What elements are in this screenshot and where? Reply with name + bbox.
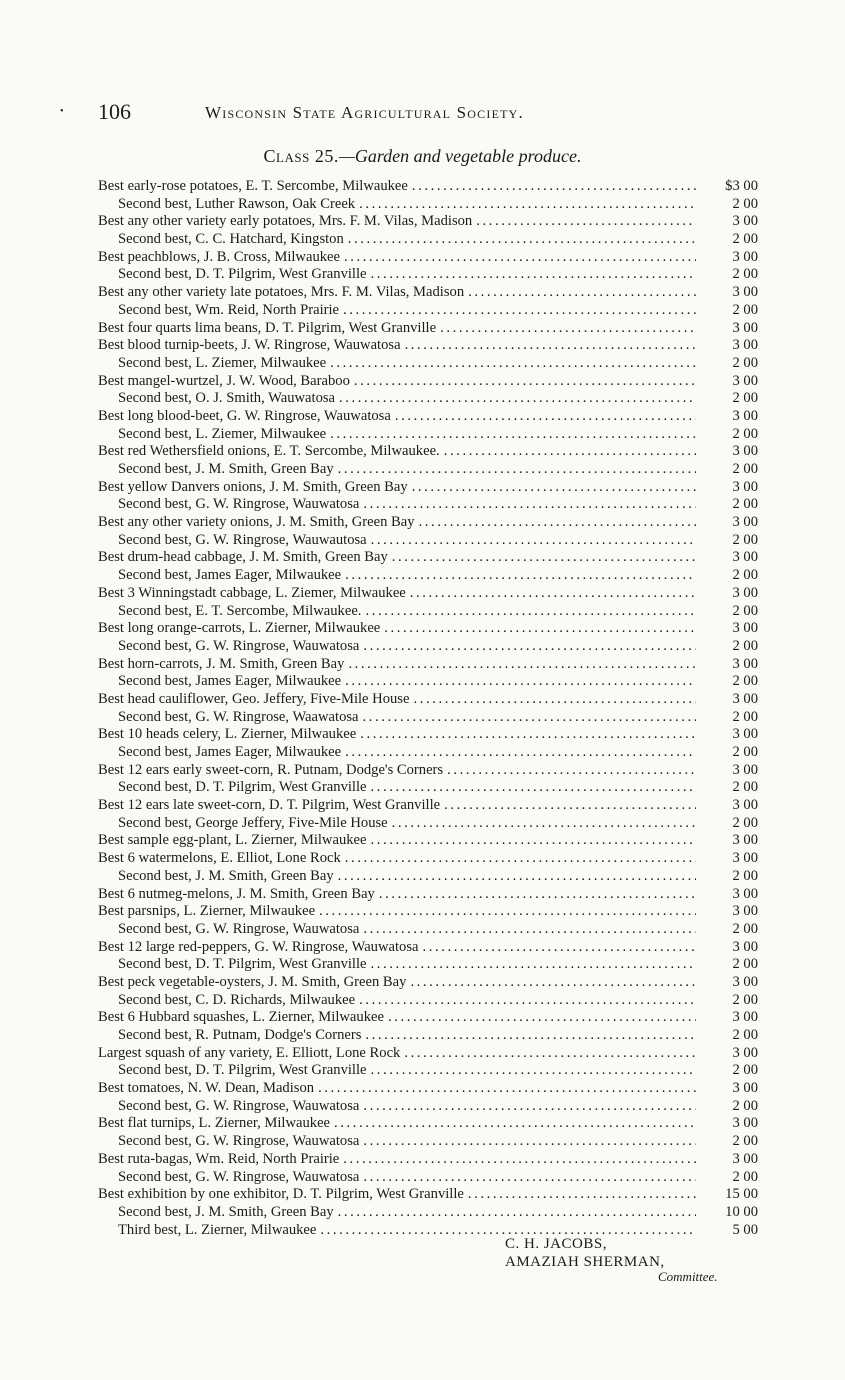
dot-leader (388, 1009, 696, 1027)
award-description: Best horn-carrots, J. M. Smith, Green Bay (98, 655, 345, 672)
award-description: Largest squash of any variety, E. Elliott, Lone Rock (98, 1044, 401, 1061)
dot-leader (468, 1186, 696, 1204)
premium-row (98, 426, 758, 444)
award-amount: 3 00 (732, 284, 758, 301)
award-amount: 3 00 (732, 1044, 758, 1061)
premium-row (98, 797, 758, 815)
award-description: Second best, E. T. Sercombe, Milwaukee. (118, 602, 362, 619)
dot-leader (354, 373, 696, 391)
award-description: Third best, L. Zierner, Milwaukee (118, 1221, 317, 1238)
dot-leader (363, 638, 696, 656)
dot-leader (348, 656, 696, 674)
dot-leader (371, 832, 696, 850)
award-amount: 3 00 (732, 407, 758, 424)
dot-leader (419, 514, 696, 532)
award-amount: 2 00 (732, 531, 758, 548)
premium-row (98, 815, 758, 833)
award-description: Best mangel-wurtzel, J. W. Wood, Baraboo (98, 372, 350, 389)
award-amount: 3 00 (732, 655, 758, 672)
award-amount: 2 00 (732, 496, 758, 513)
dot-leader (363, 709, 696, 727)
award-description: Second best, G. W. Ringrose, Wauwautosa (118, 531, 367, 548)
award-amount: 3 00 (732, 1115, 758, 1132)
premium-row (98, 1009, 758, 1027)
dot-leader (412, 479, 696, 497)
premium-row (98, 850, 758, 868)
dot-leader (363, 921, 696, 939)
award-amount: 3 00 (732, 726, 758, 743)
award-description: Best any other variety onions, J. M. Smith, Green Bay (98, 514, 415, 531)
award-amount: 3 00 (732, 797, 758, 814)
award-amount: 3 00 (732, 213, 758, 230)
premium-row (98, 603, 758, 621)
premium-row (98, 231, 758, 249)
award-amount: 2 00 (732, 673, 758, 690)
dot-leader (348, 231, 696, 249)
premium-row (98, 337, 758, 355)
premium-row (98, 443, 758, 461)
dot-leader (360, 726, 696, 744)
premium-row (98, 691, 758, 709)
premium-row (98, 1045, 758, 1063)
award-description: Best peachblows, J. B. Cross, Milwaukee (98, 248, 340, 265)
award-description: Best 6 nutmeg-melons, J. M. Smith, Green Bay (98, 885, 375, 902)
award-description: Best four quarts lima beans, D. T. Pilgrim, West Granville (98, 319, 437, 336)
premium-row (98, 956, 758, 974)
stray-mark: • (60, 106, 64, 117)
award-amount: 2 00 (732, 390, 758, 407)
premium-row (98, 1027, 758, 1045)
dot-leader (371, 266, 696, 284)
premium-row (98, 514, 758, 532)
dot-leader (359, 196, 696, 214)
dot-leader (392, 815, 696, 833)
dot-leader (319, 903, 696, 921)
award-amount: 2 00 (732, 266, 758, 283)
award-description: Second best, D. T. Pilgrim, West Granville (118, 266, 367, 283)
premium-row (98, 249, 758, 267)
dot-leader (345, 673, 696, 691)
premium-row (98, 620, 758, 638)
award-description: Best 6 watermelons, E. Elliot, Lone Rock (98, 850, 341, 867)
award-description: Second best, R. Putnam, Dodge's Corners (118, 1027, 362, 1043)
award-description: Second best, D. T. Pilgrim, West Granville (118, 779, 367, 796)
premium-row (98, 921, 758, 939)
premium-row (98, 1133, 758, 1151)
award-amount: 2 00 (732, 1062, 758, 1079)
dot-leader (343, 1151, 696, 1169)
award-description: Second best, James Eager, Milwaukee (118, 567, 342, 584)
award-amount: 3 00 (732, 690, 758, 707)
premium-row (98, 1204, 758, 1222)
dot-leader (423, 939, 697, 957)
dot-leader (339, 390, 696, 408)
dot-leader (440, 320, 696, 338)
award-amount: 3 00 (732, 850, 758, 867)
award-amount: 15 00 (725, 1186, 758, 1203)
dot-leader (468, 284, 696, 302)
dot-leader (404, 1045, 696, 1063)
premium-row (98, 656, 758, 674)
premium-row (98, 178, 758, 196)
premium-row (98, 1062, 758, 1080)
premium-row (98, 868, 758, 886)
dot-leader (330, 426, 696, 444)
dot-leader (447, 762, 696, 780)
committee-signatures (505, 1235, 665, 1271)
dot-leader (345, 567, 696, 585)
award-description: Best ruta-bagas, Wm. Reid, North Prairie (98, 1150, 340, 1167)
award-description: Best 12 ears late sweet-corn, D. T. Pilgrim, West Granville (98, 797, 441, 814)
premium-row (98, 1151, 758, 1169)
premium-row (98, 744, 758, 762)
award-description: Second best, G. W. Ringrose, Wauwatosa (118, 496, 360, 513)
premium-row (98, 320, 758, 338)
award-description: Second best, C. C. Hatchard, Kingston (118, 231, 344, 248)
award-amount: 3 00 (732, 319, 758, 336)
award-amount: $3 00 (725, 178, 758, 194)
award-amount: 3 00 (732, 832, 758, 849)
award-description: Best head cauliflower, Geo. Jeffery, Five-Mile House (98, 690, 410, 707)
premium-row (98, 284, 758, 302)
award-amount: 3 00 (732, 1009, 758, 1026)
dot-leader (365, 1027, 696, 1045)
award-description: Best 12 ears early sweet-corn, R. Putnam, Dodge's Corners (98, 761, 444, 778)
premium-row (98, 1080, 758, 1098)
premium-row (98, 638, 758, 656)
dot-leader (444, 797, 696, 815)
dot-leader (444, 443, 696, 461)
dot-leader (395, 408, 696, 426)
award-description: Second best, C. D. Richards, Milwaukee (118, 991, 356, 1008)
premium-row (98, 585, 758, 603)
award-description: Best sample egg-plant, L. Zierner, Milwaukee (98, 832, 367, 849)
award-description: Second best, G. W. Ringrose, Wauwatosa (118, 1097, 360, 1114)
award-amount: 3 00 (732, 248, 758, 265)
dot-leader (392, 549, 696, 567)
award-amount: 2 00 (732, 744, 758, 760)
award-description: Second best, James Eager, Milwaukee (118, 673, 342, 690)
dot-leader (371, 779, 696, 797)
premium-row (98, 479, 758, 497)
premium-row (98, 903, 758, 921)
dot-leader (476, 213, 696, 231)
award-amount: 2 00 (732, 1168, 758, 1185)
premium-row (98, 567, 758, 585)
award-description: Second best, J. M. Smith, Green Bay (118, 1203, 334, 1220)
dot-leader (371, 532, 696, 550)
premium-row (98, 549, 758, 567)
dot-leader (412, 178, 696, 196)
award-amount: 2 00 (732, 920, 758, 937)
award-amount: 2 00 (732, 956, 758, 973)
dot-leader (318, 1080, 696, 1098)
award-description: Best 3 Winningstadt cabbage, L. Ziemer, Milwaukee (98, 584, 406, 601)
award-description: Second best, J. M. Smith, Green Bay (118, 867, 334, 884)
award-amount: 3 00 (732, 549, 758, 566)
dot-leader (379, 886, 696, 904)
award-description: Best long orange-carrots, L. Zierner, Milwaukee (98, 620, 381, 637)
award-description: Best blood turnip-beets, J. W. Ringrose, Wauwatosa (98, 337, 401, 354)
premium-row (98, 196, 758, 214)
award-description: Best yellow Danvers onions, J. M. Smith, Green Bay (98, 478, 408, 495)
award-description: Second best, Wm. Reid, North Prairie (118, 301, 340, 318)
premium-row (98, 408, 758, 426)
award-description: Best tomatoes, N. W. Dean, Madison (98, 1080, 315, 1097)
dot-leader (384, 620, 696, 638)
award-description: Second best, G. W. Ringrose, Wauwatosa (118, 1133, 360, 1150)
class-label: Class 25. (263, 146, 339, 166)
dot-leader (363, 1169, 696, 1187)
award-description: Best any other variety late potatoes, Mrs. F. M. Vilas, Madison (98, 284, 465, 301)
award-description: Best peck vegetable-oysters, J. M. Smith, Green Bay (98, 973, 407, 990)
premium-row (98, 266, 758, 284)
premium-row (98, 762, 758, 780)
award-description: Second best, D. T. Pilgrim, West Granville (118, 956, 367, 973)
award-amount: 3 00 (732, 337, 758, 354)
signature-name: AMAZIAH SHERMAN, (505, 1254, 665, 1270)
award-amount: 2 00 (732, 301, 758, 318)
dot-leader (345, 850, 696, 868)
premium-row (98, 390, 758, 408)
award-description: Best red Wethersfield onions, E. T. Sercombe, Milwaukee. (98, 443, 440, 460)
dot-leader (359, 992, 696, 1010)
dot-leader (365, 603, 696, 621)
award-amount: 3 00 (732, 973, 758, 990)
award-description: Second best, G. W. Ringrose, Waawatosa (118, 708, 359, 725)
dot-leader (363, 1098, 696, 1116)
class-description: —Garden and vegetable produce. (338, 146, 582, 166)
award-amount: 2 00 (732, 602, 758, 619)
award-description: Second best, George Jeffery, Five-Mile House (118, 814, 388, 831)
award-amount: 2 00 (732, 779, 758, 796)
premium-row (98, 213, 758, 231)
dot-leader (413, 691, 696, 709)
award-amount: 3 00 (732, 372, 758, 389)
award-description: Second best, L. Ziemer, Milwaukee (118, 425, 327, 442)
award-amount: 2 00 (732, 425, 758, 442)
award-description: Second best, J. M. Smith, Green Bay (118, 461, 334, 477)
premium-row (98, 939, 758, 957)
premium-row (98, 1186, 758, 1204)
award-description: Second best, G. W. Ringrose, Wauwatosa (118, 920, 360, 937)
award-description: Best long blood-beet, G. W. Ringrose, Wauwatosa (98, 407, 391, 424)
award-amount: 3 00 (732, 584, 758, 601)
premium-row (98, 532, 758, 550)
dot-leader (345, 744, 696, 762)
premium-row (98, 779, 758, 797)
award-amount: 3 00 (732, 1080, 758, 1097)
award-amount: 3 00 (732, 885, 758, 902)
award-description: Best drum-head cabbage, J. M. Smith, Green Bay (98, 549, 388, 566)
award-amount: 3 00 (732, 443, 758, 460)
award-amount: 2 00 (732, 867, 758, 884)
premium-row (98, 709, 758, 727)
dot-leader (363, 496, 696, 514)
award-amount: 2 00 (732, 567, 758, 584)
award-amount: 2 00 (732, 637, 758, 654)
premium-row (98, 886, 758, 904)
award-description: Second best, D. T. Pilgrim, West Granville (118, 1062, 367, 1079)
committee-label: Committee. (658, 1269, 718, 1284)
premium-row (98, 496, 758, 514)
premium-row (98, 1098, 758, 1116)
award-amount: 3 00 (732, 478, 758, 495)
premium-row (98, 832, 758, 850)
award-amount: 2 00 (732, 1097, 758, 1114)
award-amount: 3 00 (732, 938, 758, 955)
premium-row (98, 1115, 758, 1133)
award-description: Best 10 heads celery, L. Zierner, Milwaukee (98, 726, 357, 743)
award-amount: 3 00 (732, 620, 758, 637)
award-amount: 3 00 (732, 761, 758, 778)
award-description: Second best, Luther Rawson, Oak Creek (118, 195, 356, 212)
premium-row (98, 726, 758, 744)
award-description: Second best, G. W. Ringrose, Wauwatosa (118, 1168, 360, 1185)
award-amount: 10 00 (725, 1203, 758, 1220)
award-description: Second best, G. W. Ringrose, Wauwatosa (118, 637, 360, 654)
award-description: Second best, L. Ziemer, Milwaukee (118, 354, 327, 371)
dot-leader (363, 1133, 696, 1151)
award-description: Best 12 large red-peppers, G. W. Ringrose, Wauwatosa (98, 938, 419, 955)
dot-leader (405, 337, 696, 355)
premium-row (98, 461, 758, 479)
premium-row (98, 1169, 758, 1187)
dot-leader (371, 1062, 696, 1080)
premium-row (98, 974, 758, 992)
dot-leader (338, 868, 696, 886)
dot-leader (371, 956, 696, 974)
award-amount: 2 00 (732, 461, 758, 477)
award-amount: 3 00 (732, 1150, 758, 1167)
award-amount: 2 00 (732, 231, 758, 248)
award-amount: 2 00 (732, 1133, 758, 1150)
award-amount: 3 00 (732, 903, 758, 920)
dot-leader (410, 585, 696, 603)
premium-row (98, 673, 758, 691)
class-heading (0, 146, 845, 167)
award-description: Best any other variety early potatoes, Mrs. F. M. Vilas, Madison (98, 213, 473, 230)
award-description: Best 6 Hubbard squashes, L. Zierner, Milwaukee (98, 1009, 384, 1026)
signature-name: C. H. JACOBS, (505, 1236, 607, 1252)
running-head: Wisconsin State Agricultural Society. (205, 103, 524, 122)
award-amount: 2 00 (732, 708, 758, 725)
award-description: Second best, O. J. Smith, Wauwatosa (118, 390, 336, 407)
dot-leader (330, 355, 696, 373)
award-description: Best exhibition by one exhibitor, D. T. Pilgrim, West Granville (98, 1186, 464, 1203)
award-description: Best parsnips, L. Zierner, Milwaukee (98, 903, 316, 920)
award-description: Best flat turnips, L. Zierner, Milwaukee (98, 1115, 331, 1132)
award-amount: 2 00 (732, 1027, 758, 1043)
dot-leader (338, 1204, 696, 1222)
award-amount: 5 00 (732, 1221, 758, 1238)
premium-row (98, 355, 758, 373)
award-amount: 2 00 (732, 814, 758, 831)
premium-row (98, 302, 758, 320)
award-amount: 3 00 (732, 514, 758, 531)
dot-leader (343, 302, 696, 320)
dot-leader (344, 249, 696, 267)
award-amount: 2 00 (732, 354, 758, 371)
premium-row (98, 373, 758, 391)
award-amount: 2 00 (732, 991, 758, 1008)
award-amount: 2 00 (732, 195, 758, 212)
dot-leader (410, 974, 696, 992)
premium-row (98, 992, 758, 1010)
premium-list (98, 178, 758, 1239)
page-number: 106 (98, 99, 131, 124)
dot-leader (334, 1115, 696, 1133)
award-description: Second best, James Eager, Milwaukee (118, 744, 342, 760)
dot-leader (338, 461, 696, 479)
award-description: Best early-rose potatoes, E. T. Sercombe, Milwaukee (98, 178, 408, 194)
